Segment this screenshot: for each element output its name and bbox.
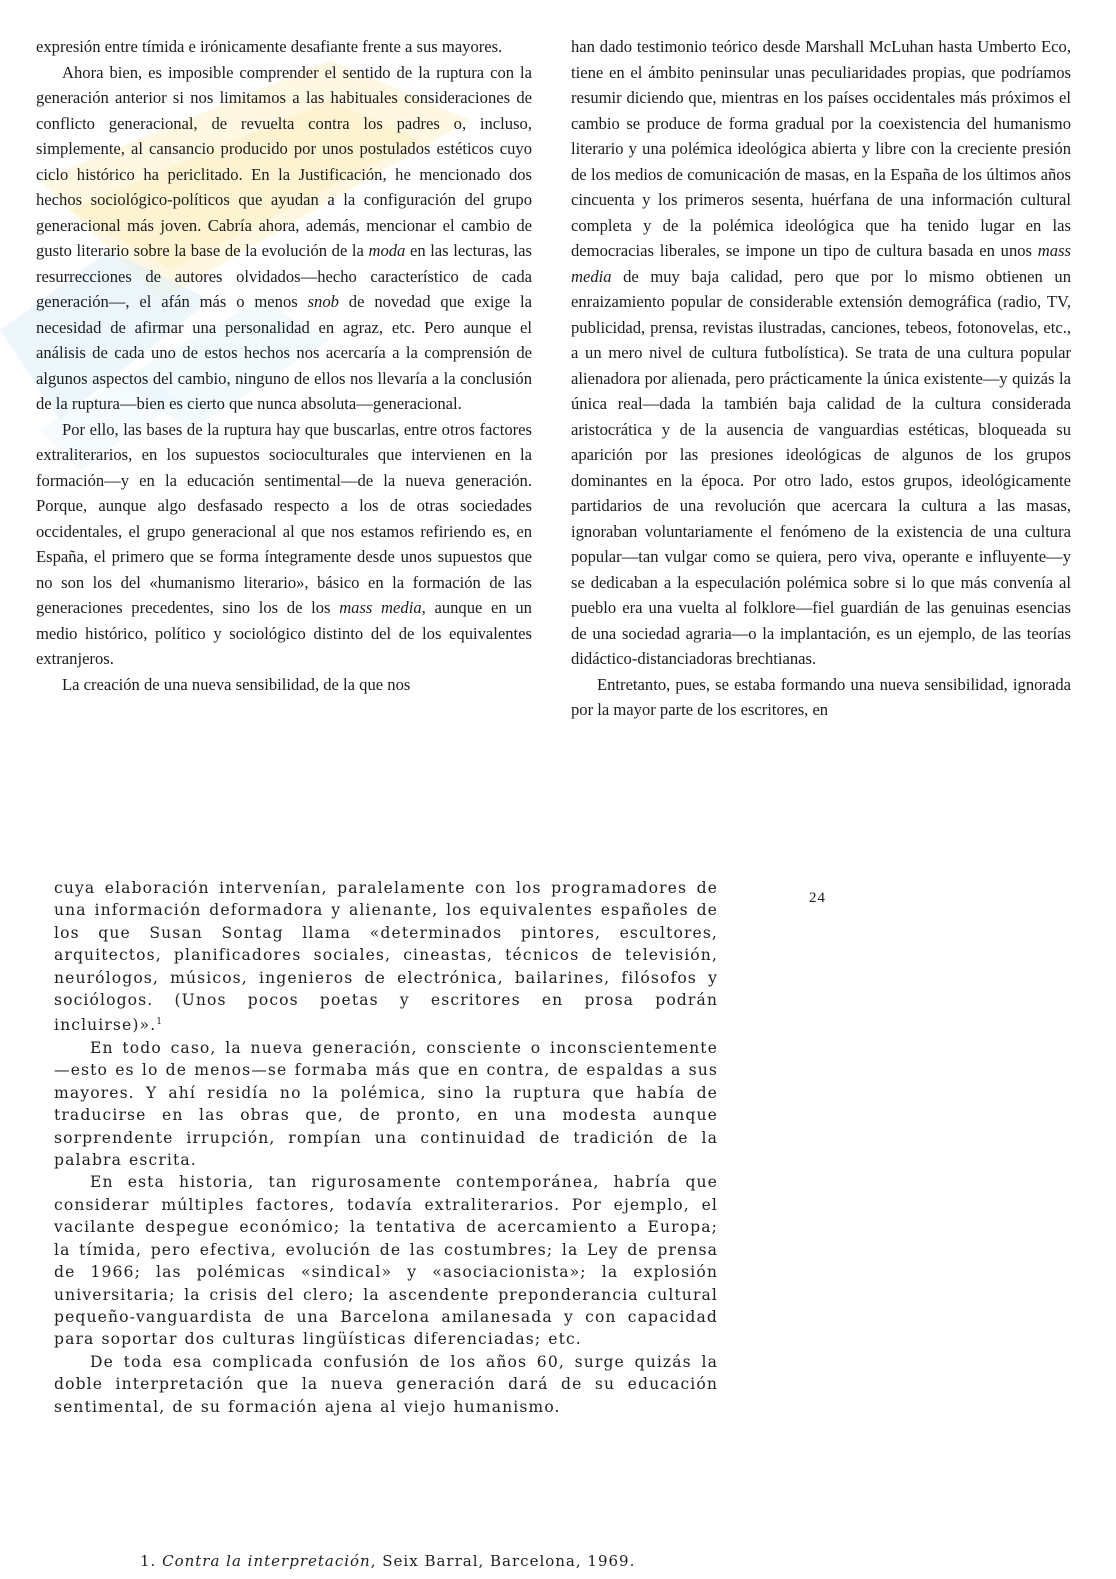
bottom-text-block xyxy=(54,877,718,1418)
italic-term: mass media xyxy=(339,598,422,617)
footnote-title: Contra la interpretación xyxy=(162,1552,371,1570)
paragraph: cuya elaboración intervenían, paralelamente con los programadores de una información deformadora y alienante, los equivalentes españoles de los que Susan Sontag llama «determinados pintores, escultores, arquitectos, planificadores sociales, cineastas, técnicos de televisión, neurólogos, músicos, ingenieros de electrónica, bailarines, filósofos y sociólogos. (Unos pocos poetas y escritores en prosa podrán incluirse)».$^1$ xyxy=(54,879,718,1035)
italic-term: mass media xyxy=(571,241,1071,286)
italic-term: moda xyxy=(368,241,406,260)
footnote-marker: 1 xyxy=(156,1017,164,1028)
italic-term: snob xyxy=(307,292,339,311)
left-column xyxy=(36,34,532,697)
page-number: 24 xyxy=(809,890,826,906)
footnote xyxy=(140,1552,635,1570)
paragraph: De toda esa complicada confusión de los años 60, surge quizás la doble interpretación que la nueva generación dará de su educación sentimental, de su formación ajena al viejo humanismo. xyxy=(54,1352,718,1416)
paragraph: expresión entre tímida e irónicamente desafiante frente a sus mayores. xyxy=(36,37,503,56)
right-column xyxy=(571,34,1071,723)
paragraph: En todo caso, la nueva generación, consciente o inconscientemente—esto es lo de menos—se formaba más que en contra, de espaldas a sus mayores. Y ahí residía no la polémica, sino la ruptura que había de traducirse en las obras que, de pronto, en una modesta aunque sorprendente irrupción, rompían una continuidad de tradición de la palabra escrita. xyxy=(54,1039,718,1170)
paragraph: La creación de una nueva sensibilidad, de la que nos xyxy=(62,674,411,694)
paragraph: En esta historia, tan rigurosamente contemporánea, habría que considerar múltiples factores, todavía extraliterarios. Por ejemplo, el vacilante despegue económico; la tentativa de acercamiento a Europa; la tímida, pero efectiva, evolución de las costumbres; la Ley de prensa de 1966; las polémicas «sindical» y «asociacionista»; la explosión universitaria; la crisis del clero; la ascendente preponderancia cultural pequeño-vanguardista de una Barcelona amilanesada y con capacidad para soportar dos culturas lingüísticas diferenciadas; etc. xyxy=(54,1173,718,1349)
footnote-number: 1. xyxy=(140,1552,157,1570)
paragraph: han dado testimonio teórico desde Marshall McLuhan hasta Umberto Eco, tiene en el ámbito peninsular unas peculiaridades propias, que podríamos resumir diciendo que, mientras en los países occidentales más próximos el cambio se produce de forma gradual por la coexistencia del humanismo literario y una polémica ideológica abierta y libre con la creciente presión de los medios de comunicación de masas, en la España de los últimos años cincuenta y los primeros sesenta, huérfana de una información cultural completa y de la polémica ideológica que ha tenido lugar en las democracias liberales, se impone un tipo de cultura basada en unos mass media de muy baja calidad, pero que por lo mismo obtienen un enraizamiento popular de considerable extensión demográfica (radio, TV, publicidad, prensa, revistas ilustradas, canciones, tebeos, fotonovelas, etc., a un mero nivel de cultura futbolística). Se trata de una cultura popular alienadora por alienada, pero prácticamente la única existente—y quizás la única real—dada la también baja calidad de la cultura considerada aristocrática y de la ausencia de vanguardias estéticas, bloqueada su aparición por las presiones ideológicas de algunos de los grupos dominantes en la época. Por otro lado, estos grupos, ideológicamente partidarios de una revolución que acercara la cultura a las masas, ignoraban voluntariamente el fenómeno de la existencia de una cultura popular—tan vulgar como se quiera, pero viva, operante e influyente—y se dedicaban a la especulación polémica sobre si lo que más convenía al pueblo era una vuelta al folklore—fiel guardián de las genuinas esencias de una sociedad agraria—o la implantación, es un ejemplo, de las teorías didáctico-distanciadoras brechtianas. xyxy=(571,37,1071,668)
paragraph: Entretanto, pues, se estaba formando una nueva sensibilidad, ignorada por la mayor parte de los escritores, en xyxy=(571,674,1071,719)
paragraph: Ahora bien, es imposible comprender el sentido de la ruptura con la generación anterior si nos limitamos a las habituales consideraciones de conflicto generacional, de revuelta contra los padres o, incluso, simplemente, al cansancio producido por unos postulados estéticos cuyo ciclo histórico ha periclitado. En la Justificación, he mencionado dos hechos sociológico-políticos que ayudan a la configuración del grupo generacional más joven. Cabría ahora, además, mencionar el cambio de gusto literario sobre la base de la evolución de la moda en las lecturas, las resurrecciones de autores olvidados—hecho característico de cada generación—, el afán más o menos snob de novedad que exige la necesidad de afirmar una personalidad en agraz, etc. Pero aunque el análisis de cada uno de estos hechos nos acercaría a la comprensión de algunos aspectos del cambio, ninguno de ellos nos llevaría a la conclusión de la ruptura—bien es cierto que nunca absoluta—generacional. xyxy=(36,62,532,413)
footnote-citation: , Seix Barral, Barcelona, 1969. xyxy=(370,1552,636,1570)
paragraph: Por ello, las bases de la ruptura hay que buscarlas, entre otros factores extraliterarios, en los supuestos socioculturales que intervienen en la formación—y en la educación sentimental—de la nueva generación. Porque, aunque algo desfasado respecto a los de otras sociedades occidentales, el grupo generacional al que nos estamos refiriendo es, en España, el primero que se forma íntegramente desde unos supuestos que no son los del «humanismo literario», básico en la formación de las generaciones precedentes, sino los de los mass media, aunque en un medio histórico, político y sociológico distinto del de los equivalentes extranjeros. xyxy=(36,419,532,668)
